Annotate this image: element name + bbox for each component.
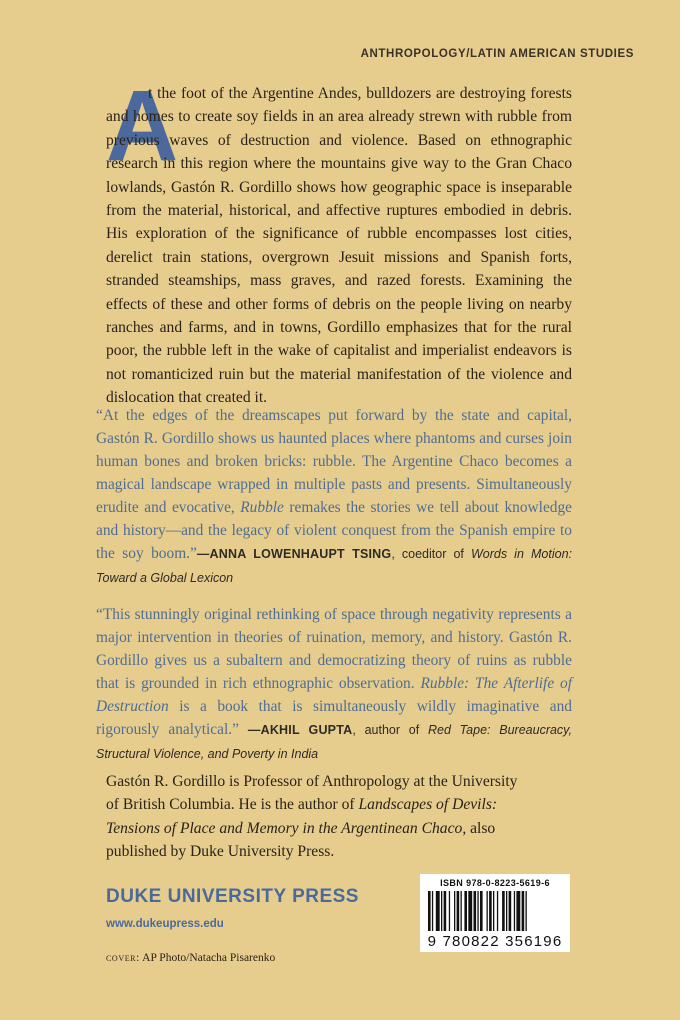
isbn-barcode xyxy=(420,874,570,952)
cover-label: cover: xyxy=(106,952,140,964)
quote-text: “This stunningly original rethinking of space through negativity represents a major intervention in theories of ruination, memory, and history. Gastón R. Gordillo gives us a subaltern and democratizing theory of ruins as rubble that is grounded in rich ethnographic observation. xyxy=(96,606,572,692)
quote-author-work: Red Tape: Bureaucracy, Structural Violence, and Poverty in India xyxy=(96,723,572,761)
quote-author: —AKHIL GUPTA xyxy=(238,723,353,737)
quote-text: “At the edges of the dreamscapes put forward by the state and capital, Gastón R. Gordillo shows us haunted places where phantoms and curses join human bones and broken bricks: rubble. The Argentine Chaco becomes a magical landscape wrapped in multiple pasts and presents. Simultaneously erudite and evocative, xyxy=(96,407,572,516)
barcode-bar xyxy=(497,891,498,931)
barcode-bar xyxy=(489,891,492,931)
quote-author-work: Words in Motion: Toward a Global Lexicon xyxy=(96,547,572,585)
barcode-bar xyxy=(454,891,455,931)
barcode-bar xyxy=(436,891,440,931)
book-description xyxy=(106,82,572,410)
barcode-bar xyxy=(509,891,512,931)
drop-cap: A xyxy=(106,70,179,182)
quote-role: , coeditor of xyxy=(391,547,471,561)
barcode-bar xyxy=(441,891,442,931)
barcode-number: 9 780822 356196 xyxy=(427,933,563,950)
isbn-text: ISBN 978-0-8223-5619-6 xyxy=(440,878,550,888)
barcode-bars xyxy=(428,891,562,931)
cover-credit xyxy=(106,952,275,964)
barcode-bar xyxy=(468,891,472,931)
quote-text: is a book that is simultaneously wildly imaginative and rigorously analytical.” xyxy=(96,698,572,738)
barcode-bar xyxy=(502,891,505,931)
quote-author: —ANNA LOWENHAUPT TSING xyxy=(196,547,392,561)
category-label: ANTHROPOLOGY/LATIN AMERICAN STUDIES xyxy=(360,48,634,60)
cover-photo-credit: AP Photo/Natacha Pisarenko xyxy=(139,952,276,964)
barcode-bar xyxy=(428,891,431,931)
bio-text: , also published by Duke University Press. xyxy=(106,819,496,861)
bio-book-title: Landscapes of Devils: Tensions of Place and Memory in the Argentinean Chaco xyxy=(106,796,498,837)
barcode-bar xyxy=(480,891,483,931)
barcode-bar xyxy=(461,891,462,931)
endorsement-quote-2 xyxy=(96,603,572,766)
publisher-name: DUKE UNIVERSITY PRESS xyxy=(106,886,359,907)
barcode-bar xyxy=(449,891,450,931)
author-bio xyxy=(106,770,526,864)
barcode-bar xyxy=(457,891,460,931)
barcode-bar xyxy=(506,891,507,931)
barcode-bar xyxy=(526,891,527,931)
barcode-bar xyxy=(444,891,447,931)
barcode-bar xyxy=(493,891,494,931)
bio-text: Gastón R. Gordillo is Professor of Anthropology at the University of British Columbia. He is the author of xyxy=(106,773,518,814)
description-text: t the foot of the Argentine Andes, bulldozers are destroying forests and homes to create soy fields in an area already strewn with rubble from previous waves of destruction and violence. Based on ethnographic research in this region where the mountains give way to the Gran Chaco lowlands, Gastón R. Gordillo shows how geographic space is inseparable from the material, historical, and affective ruptures embodied in debris. His exploration of the significance of rubble encompasses lost cities, derelict train stations, overgrown Jesuit missions and Spanish forts, stranded steamships, mass graves, and razed forests. Examining the effects of these and other forms of debris on the people living on nearby ranches and farms, and in towns, Gordillo emphasizes that for the rural poor, the rubble left in the wake of capitalist and imperialist endeavors is not romanticized ruin but the material manifestation of the violence and dislocation that created it. xyxy=(106,85,572,407)
barcode-bar xyxy=(477,891,478,931)
barcode-bar xyxy=(474,891,477,931)
barcode-bar xyxy=(487,891,488,931)
quote-book-title: Rubble xyxy=(240,499,284,516)
quote-text: remakes the stories we tell about knowledge and history—and the legacy of violent conquest from the Spanish empire to the soy boom.” xyxy=(96,499,572,562)
barcode-bar xyxy=(522,891,525,931)
publisher-url: www.dukeupress.edu xyxy=(106,918,224,930)
quote-role: , author of xyxy=(352,723,428,737)
endorsement-quote-1 xyxy=(96,404,572,590)
barcode-bar xyxy=(516,891,520,931)
barcode-bar xyxy=(514,891,515,931)
barcode-bar xyxy=(464,891,467,931)
barcode-bar xyxy=(432,891,433,931)
quote-book-title: Rubble: The Afterlife of Destruction xyxy=(96,675,572,715)
